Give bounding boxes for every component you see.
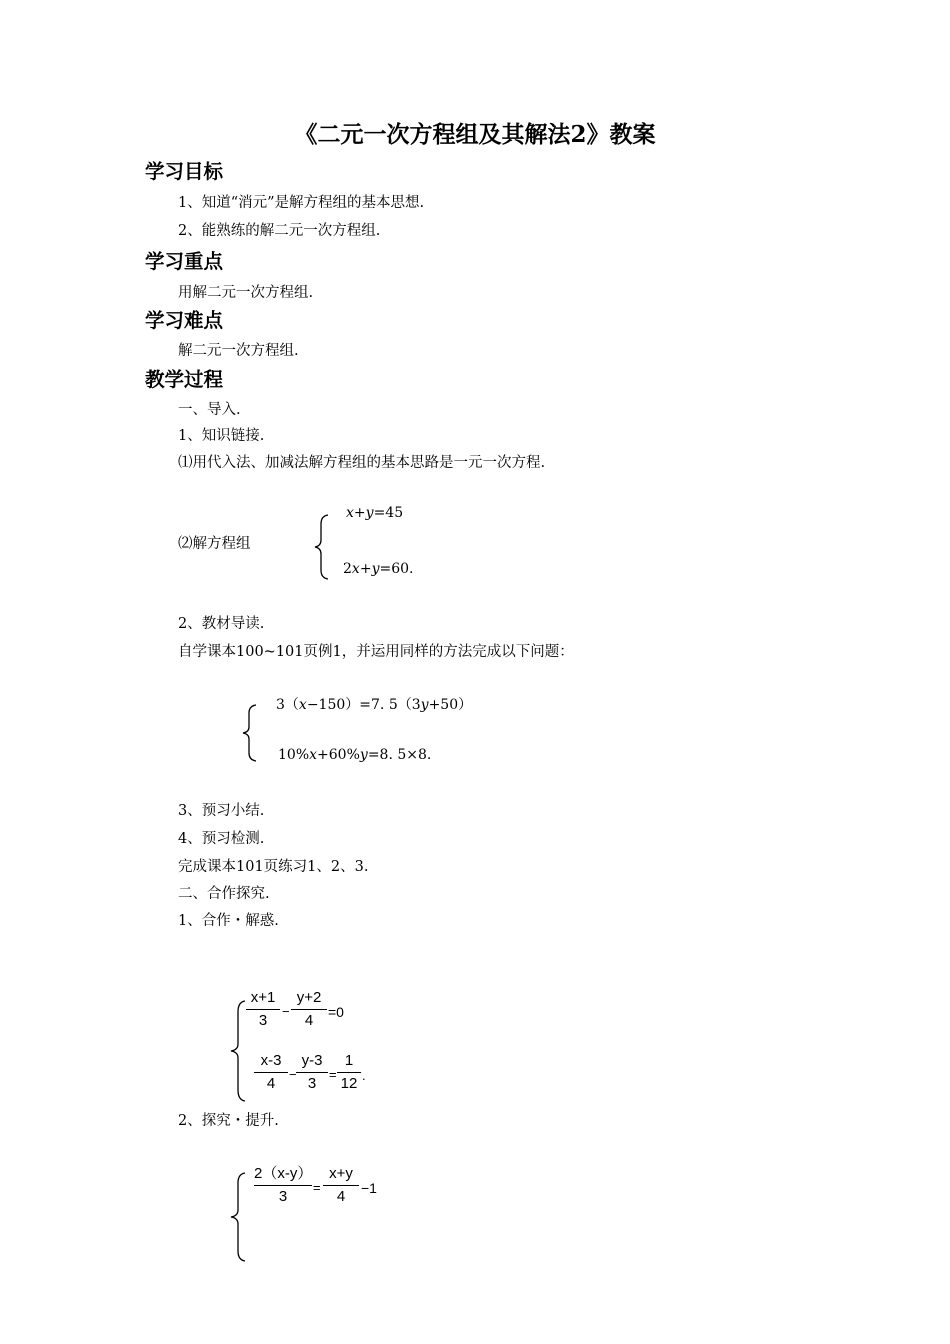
heading-key: 学习重点 (145, 250, 224, 273)
goal-item-1: 1、知道“消元”是解方程组的基本思想. (178, 195, 425, 211)
heading-goals: 学习目标 (145, 160, 224, 183)
process-link: 1、知识链接. (178, 428, 265, 444)
system3-fraction-4: y-3 3 (296, 1050, 328, 1095)
process-coop-1: 1、合作・解惑. (178, 913, 279, 929)
goal-item-2: 2、能熟练的解二元一次方程组. (178, 223, 381, 239)
system4-eq1-end: −1 (361, 1180, 377, 1196)
process-coop-2: 2、探究・提升. (178, 1113, 279, 1129)
process-check: 4、预习检测. (178, 831, 265, 847)
system3-minus-1: − (282, 1004, 290, 1019)
process-reading-text: 自学课本100~101页例1，并运用同样的方法完成以下问题： (178, 644, 574, 660)
heading-difficulty: 学习难点 (145, 309, 224, 332)
system2-eq2: 10%x+60%y=8. 5×8. (278, 747, 432, 763)
process-exercise: 完成课本101页练习1、2、3. (178, 859, 369, 875)
system3-fraction-5: 1 12 (337, 1050, 361, 1095)
system3-minus-2: − (289, 1067, 297, 1082)
heading-process: 教学过程 (145, 368, 224, 391)
process-link-2-label: ⑵解方程组 (178, 536, 251, 552)
system4-brace (228, 1172, 248, 1262)
system1-eq2: 2x+y=60. (343, 561, 414, 577)
system3-fraction-2: y+2 4 (291, 987, 327, 1032)
process-reading: 2、教材导读. (178, 616, 265, 632)
system4-fraction-2: x+y 4 (323, 1163, 359, 1208)
process-summary: 3、预习小结. (178, 803, 265, 819)
system3-period: . (362, 1068, 366, 1083)
system4-fraction-1: 2（x-y） 3 (254, 1165, 313, 1205)
system3-fraction-1: x+1 3 (246, 987, 280, 1032)
system3-eq1-end: =0 (328, 1004, 344, 1020)
difficulty-text: 解二元一次方程组. (178, 343, 299, 359)
system3-brace (228, 1000, 248, 1102)
system1-eq1: x+y=45 (346, 505, 404, 521)
system3-equals-2: = (329, 1067, 337, 1082)
process-coop: 二、合作探究. (178, 886, 270, 902)
page-title: 《二元一次方程组及其解法2》教案 (294, 121, 656, 148)
system3-fraction-3: x-3 4 (254, 1050, 288, 1095)
system4-equals: = (313, 1180, 321, 1195)
system2-brace (240, 704, 260, 762)
system1-brace (312, 514, 332, 580)
system2-eq1: 3（x−150）=7. 5（3y+50） (276, 697, 473, 713)
process-intro: 一、导入. (178, 402, 241, 418)
key-text: 用解二元一次方程组. (178, 285, 314, 301)
process-link-1: ⑴用代入法、加减法解方程组的基本思路是一元一次方程. (178, 455, 546, 471)
